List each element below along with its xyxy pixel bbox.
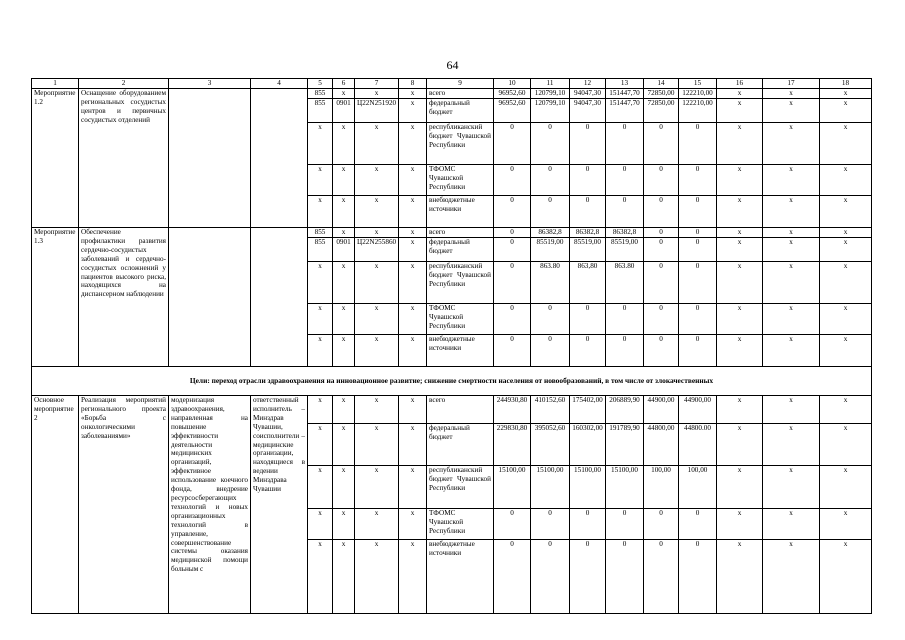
amount-cell: x bbox=[717, 123, 763, 165]
budget-code: x bbox=[333, 466, 355, 509]
budget-code: x bbox=[355, 335, 399, 367]
funding-source: внебюджетные источники bbox=[427, 335, 494, 367]
amount-cell: x bbox=[763, 466, 820, 509]
amount-cell: x bbox=[820, 424, 872, 466]
amount-cell: 0 bbox=[644, 238, 679, 262]
amount-cell: 410152,60 bbox=[531, 396, 570, 424]
amount-cell: x bbox=[717, 304, 763, 335]
amount-cell: x bbox=[820, 335, 872, 367]
amount-cell: 0 bbox=[644, 304, 679, 335]
amount-cell: 44800.00 bbox=[679, 424, 717, 466]
amount-cell: x bbox=[763, 262, 820, 304]
amount-cell: x bbox=[717, 165, 763, 196]
amount-cell: 0 bbox=[644, 196, 679, 228]
budget-code: x bbox=[399, 304, 427, 335]
budget-code: x bbox=[399, 99, 427, 123]
amount-cell: x bbox=[763, 396, 820, 424]
amount-cell: x bbox=[763, 540, 820, 614]
amount-cell: 0 bbox=[679, 304, 717, 335]
budget-code: x bbox=[333, 196, 355, 228]
amount-cell: 863.80 bbox=[606, 262, 644, 304]
budget-code: 855 bbox=[308, 228, 333, 238]
goal-text: Цели: переход отрасли здравоохранения на инновационное развитие; снижение смертности населения от новообразований, в том числе от злокачественных bbox=[32, 367, 872, 396]
column-number: 17 bbox=[763, 79, 820, 89]
budget-code: x bbox=[355, 424, 399, 466]
column-number: 18 bbox=[820, 79, 872, 89]
budget-code: x bbox=[308, 396, 333, 424]
budget-code: x bbox=[308, 335, 333, 367]
amount-cell: x bbox=[717, 262, 763, 304]
amount-cell: 0 bbox=[494, 304, 531, 335]
budget-code: x bbox=[355, 89, 399, 99]
amount-cell: x bbox=[717, 509, 763, 540]
budget-code: x bbox=[308, 123, 333, 165]
budget-code: x bbox=[333, 228, 355, 238]
amount-cell: 0 bbox=[570, 304, 606, 335]
table-row bbox=[32, 89, 872, 99]
amount-cell: 0 bbox=[644, 123, 679, 165]
amount-cell: 0 bbox=[494, 123, 531, 165]
amount-cell: x bbox=[717, 196, 763, 228]
amount-cell: 0 bbox=[679, 335, 717, 367]
funding-source: федеральный бюджет bbox=[427, 238, 494, 262]
amount-cell: x bbox=[820, 89, 872, 99]
amount-cell: x bbox=[763, 335, 820, 367]
amount-cell: 863.80 bbox=[531, 262, 570, 304]
budget-code: Ц22N255860 bbox=[355, 238, 399, 262]
amount-cell: 0 bbox=[644, 335, 679, 367]
amount-cell: 0 bbox=[531, 123, 570, 165]
column-number: 16 bbox=[717, 79, 763, 89]
funding-source: республиканский бюджет Чувашской Республики bbox=[427, 262, 494, 304]
amount-cell: 0 bbox=[494, 165, 531, 196]
amount-cell: x bbox=[763, 238, 820, 262]
budget-code: x bbox=[333, 509, 355, 540]
amount-cell: 122210,00 bbox=[679, 89, 717, 99]
amount-cell: 44900,00 bbox=[679, 396, 717, 424]
column-number: 8 bbox=[399, 79, 427, 89]
column-number: 7 bbox=[355, 79, 399, 89]
budget-code: x bbox=[399, 238, 427, 262]
amount-cell: 0 bbox=[606, 304, 644, 335]
budget-code: x bbox=[333, 123, 355, 165]
amount-cell: x bbox=[763, 89, 820, 99]
amount-cell: x bbox=[717, 540, 763, 614]
column-number: 1 bbox=[32, 79, 79, 89]
page-number: 64 bbox=[446, 58, 459, 72]
amount-cell: x bbox=[763, 304, 820, 335]
amount-cell: 0 bbox=[644, 262, 679, 304]
amount-cell: x bbox=[820, 540, 872, 614]
budget-code: x bbox=[308, 196, 333, 228]
amount-cell: 0 bbox=[494, 509, 531, 540]
budget-code: 0901 bbox=[333, 238, 355, 262]
budget-code: x bbox=[308, 466, 333, 509]
budget-code: x bbox=[355, 123, 399, 165]
activity-description bbox=[169, 89, 251, 228]
column-number: 9 bbox=[427, 79, 494, 89]
budget-code: x bbox=[355, 396, 399, 424]
budget-code: x bbox=[399, 335, 427, 367]
column-number: 3 bbox=[169, 79, 251, 89]
amount-cell: x bbox=[717, 89, 763, 99]
amount-cell: 94047,30 bbox=[570, 89, 606, 99]
amount-cell: 0 bbox=[531, 335, 570, 367]
table-row bbox=[32, 228, 872, 238]
amount-cell: 0 bbox=[494, 262, 531, 304]
activity-code: Мероприятие 1.2 bbox=[32, 89, 79, 228]
budget-code: x bbox=[355, 262, 399, 304]
amount-cell: 863,80 bbox=[570, 262, 606, 304]
amount-cell: 120799,10 bbox=[531, 99, 570, 123]
funding-source: федеральный бюджет bbox=[427, 424, 494, 466]
budget-code: x bbox=[399, 196, 427, 228]
activity-executor bbox=[251, 89, 308, 228]
amount-cell: x bbox=[820, 304, 872, 335]
column-number: 14 bbox=[644, 79, 679, 89]
amount-cell: 0 bbox=[606, 540, 644, 614]
amount-cell: 85519,00 bbox=[606, 238, 644, 262]
amount-cell: 96952,60 bbox=[494, 89, 531, 99]
amount-cell: 15100,00 bbox=[494, 466, 531, 509]
amount-cell: 0 bbox=[531, 509, 570, 540]
amount-cell: x bbox=[763, 123, 820, 165]
activity-code: Основное мероприятие 2 bbox=[32, 396, 79, 614]
amount-cell: x bbox=[820, 262, 872, 304]
amount-cell: 72850,00 bbox=[644, 99, 679, 123]
amount-cell: 15100,00 bbox=[606, 466, 644, 509]
amount-cell: 0 bbox=[494, 540, 531, 614]
amount-cell: 15100,00 bbox=[570, 466, 606, 509]
budget-code: Ц22N251920 bbox=[355, 99, 399, 123]
budget-code: x bbox=[355, 165, 399, 196]
funding-source: ТФОМС Чувашской Республики bbox=[427, 304, 494, 335]
amount-cell: 100,00 bbox=[679, 466, 717, 509]
budget-code: x bbox=[399, 89, 427, 99]
amount-cell: 44800,00 bbox=[644, 424, 679, 466]
amount-cell: 244930,80 bbox=[494, 396, 531, 424]
amount-cell: 0 bbox=[531, 196, 570, 228]
amount-cell: 94047,30 bbox=[570, 99, 606, 123]
amount-cell: 0 bbox=[570, 509, 606, 540]
budget-code: x bbox=[399, 424, 427, 466]
funding-source: ТФОМС Чувашской Республики bbox=[427, 509, 494, 540]
amount-cell: x bbox=[763, 99, 820, 123]
amount-cell: 0 bbox=[679, 123, 717, 165]
budget-code: x bbox=[399, 509, 427, 540]
amount-cell: 0 bbox=[570, 196, 606, 228]
amount-cell: 0 bbox=[679, 540, 717, 614]
budget-code: x bbox=[355, 304, 399, 335]
budget-code: x bbox=[333, 165, 355, 196]
budget-code: x bbox=[355, 466, 399, 509]
amount-cell: 151447,70 bbox=[606, 99, 644, 123]
amount-cell: x bbox=[820, 196, 872, 228]
column-number: 13 bbox=[606, 79, 644, 89]
budget-code: 855 bbox=[308, 89, 333, 99]
amount-cell: 0 bbox=[570, 540, 606, 614]
amount-cell: 44900,00 bbox=[644, 396, 679, 424]
amount-cell: 0 bbox=[606, 509, 644, 540]
column-number: 4 bbox=[251, 79, 308, 89]
amount-cell: 206889,90 bbox=[606, 396, 644, 424]
funding-source: федеральный бюджет bbox=[427, 99, 494, 123]
amount-cell: x bbox=[717, 466, 763, 509]
amount-cell: 0 bbox=[531, 304, 570, 335]
column-number: 10 bbox=[494, 79, 531, 89]
amount-cell: x bbox=[717, 228, 763, 238]
amount-cell: 0 bbox=[570, 335, 606, 367]
activity-name: Обеспечение профилактики развития сердечно-сосудистых заболеваний и сердечно-сосудистых осложнений у пациентов высокого риска, находящихся на диспансерном наблюдении bbox=[79, 228, 169, 367]
budget-code: x bbox=[333, 424, 355, 466]
budget-code: x bbox=[308, 304, 333, 335]
budget-code: x bbox=[333, 304, 355, 335]
budget-code: x bbox=[333, 540, 355, 614]
amount-cell: x bbox=[820, 509, 872, 540]
amount-cell: 0 bbox=[679, 165, 717, 196]
amount-cell: 86382,8 bbox=[570, 228, 606, 238]
amount-cell: x bbox=[820, 165, 872, 196]
amount-cell: 96952,60 bbox=[494, 99, 531, 123]
budget-code: 855 bbox=[308, 99, 333, 123]
amount-cell: 0 bbox=[494, 238, 531, 262]
activity-description: модернизация здравоохранения, направленная на повышение эффективности деятельности медицинских организаций, эффективное использование коечного фонда, внедрение ресурсосберегающих технологий и новых организационных технологий в управление, совершенствование системы оказания медицинской помощи больным с bbox=[169, 396, 251, 614]
budget-code: x bbox=[399, 540, 427, 614]
amount-cell: 0 bbox=[679, 196, 717, 228]
amount-cell: 85519,00 bbox=[531, 238, 570, 262]
goal-row bbox=[32, 367, 872, 396]
amount-cell: 0 bbox=[494, 196, 531, 228]
amount-cell: x bbox=[820, 99, 872, 123]
budget-code: x bbox=[399, 228, 427, 238]
amount-cell: 0 bbox=[531, 165, 570, 196]
amount-cell: 0 bbox=[494, 228, 531, 238]
funding-source: внебюджетные источники bbox=[427, 196, 494, 228]
column-number: 6 bbox=[333, 79, 355, 89]
column-number: 12 bbox=[570, 79, 606, 89]
budget-code: x bbox=[333, 335, 355, 367]
amount-cell: 0 bbox=[606, 196, 644, 228]
funding-source: всего bbox=[427, 89, 494, 99]
budget-code: x bbox=[399, 396, 427, 424]
budget-code: x bbox=[355, 540, 399, 614]
funding-source: внебюджетные источники bbox=[427, 540, 494, 614]
column-number: 11 bbox=[531, 79, 570, 89]
amount-cell: x bbox=[763, 196, 820, 228]
budget-code: x bbox=[355, 196, 399, 228]
amount-cell: x bbox=[820, 238, 872, 262]
amount-cell: 85519,00 bbox=[570, 238, 606, 262]
amount-cell: 0 bbox=[679, 238, 717, 262]
amount-cell: 86382,8 bbox=[606, 228, 644, 238]
activity-description bbox=[169, 228, 251, 367]
budget-code: x bbox=[355, 228, 399, 238]
activity-name: Оснащение оборудованием региональных сосудистых центров и первичных сосудистых отделений bbox=[79, 89, 169, 228]
budget-code: x bbox=[308, 509, 333, 540]
funding-source: всего bbox=[427, 228, 494, 238]
amount-cell: 191789,90 bbox=[606, 424, 644, 466]
amount-cell: x bbox=[820, 466, 872, 509]
amount-cell: x bbox=[820, 228, 872, 238]
amount-cell: 15100,00 bbox=[531, 466, 570, 509]
amount-cell: 229830,80 bbox=[494, 424, 531, 466]
funding-source: ТФОМС Чувашской Республики bbox=[427, 165, 494, 196]
budget-code: x bbox=[355, 509, 399, 540]
funding-source: республиканский бюджет Чувашской Республики bbox=[427, 466, 494, 509]
amount-cell: 160302,00 bbox=[570, 424, 606, 466]
budget-code: x bbox=[308, 262, 333, 304]
amount-cell: 0 bbox=[606, 165, 644, 196]
amount-cell: 0 bbox=[644, 509, 679, 540]
amount-cell: x bbox=[717, 424, 763, 466]
amount-cell: 0 bbox=[679, 262, 717, 304]
amount-cell: 72850,00 bbox=[644, 89, 679, 99]
budget-code: x bbox=[399, 262, 427, 304]
budget-code: x bbox=[399, 165, 427, 196]
header-row bbox=[32, 79, 872, 89]
amount-cell: 395052,60 bbox=[531, 424, 570, 466]
budget-code: x bbox=[333, 262, 355, 304]
budget-code: 855 bbox=[308, 238, 333, 262]
activity-name: Реализация мероприятий регионального проекта «Борьба с онкологическими заболеваниями» bbox=[79, 396, 169, 614]
amount-cell: x bbox=[763, 165, 820, 196]
budget-code: x bbox=[308, 165, 333, 196]
amount-cell: 0 bbox=[570, 165, 606, 196]
budget-code: 0901 bbox=[333, 99, 355, 123]
amount-cell: x bbox=[820, 123, 872, 165]
amount-cell: x bbox=[717, 396, 763, 424]
amount-cell: 0 bbox=[679, 228, 717, 238]
budget-code: x bbox=[308, 540, 333, 614]
amount-cell: x bbox=[820, 396, 872, 424]
funding-source: всего bbox=[427, 396, 494, 424]
amount-cell: 0 bbox=[644, 228, 679, 238]
amount-cell: x bbox=[717, 335, 763, 367]
amount-cell: 0 bbox=[606, 335, 644, 367]
amount-cell: x bbox=[717, 99, 763, 123]
amount-cell: 0 bbox=[644, 540, 679, 614]
column-number: 5 bbox=[308, 79, 333, 89]
amount-cell: 0 bbox=[606, 123, 644, 165]
amount-cell: 120799,10 bbox=[531, 89, 570, 99]
program-table bbox=[31, 78, 872, 614]
activity-code: Мероприятие 1.3 bbox=[32, 228, 79, 367]
amount-cell: x bbox=[763, 228, 820, 238]
amount-cell: 0 bbox=[494, 335, 531, 367]
amount-cell: x bbox=[763, 509, 820, 540]
funding-source: республиканский бюджет Чувашской Республики bbox=[427, 123, 494, 165]
budget-code: x bbox=[399, 123, 427, 165]
activity-executor: ответственный исполнитель – Минздрав Чувашии, соисполнители – медицинские организации, находящиеся в ведении Минздрава Чувашии bbox=[251, 396, 308, 614]
budget-code: x bbox=[333, 89, 355, 99]
amount-cell: x bbox=[717, 238, 763, 262]
amount-cell: 122210,00 bbox=[679, 99, 717, 123]
amount-cell: 100,00 bbox=[644, 466, 679, 509]
budget-code: x bbox=[399, 466, 427, 509]
amount-cell: 86382,8 bbox=[531, 228, 570, 238]
table-row bbox=[32, 396, 872, 424]
amount-cell: 175402,00 bbox=[570, 396, 606, 424]
column-number: 2 bbox=[79, 79, 169, 89]
amount-cell: 0 bbox=[644, 165, 679, 196]
amount-cell: 0 bbox=[570, 123, 606, 165]
budget-code: x bbox=[333, 396, 355, 424]
column-number: 15 bbox=[679, 79, 717, 89]
budget-code: x bbox=[308, 424, 333, 466]
amount-cell: 151447,70 bbox=[606, 89, 644, 99]
amount-cell: 0 bbox=[679, 509, 717, 540]
activity-executor bbox=[251, 228, 308, 367]
amount-cell: 0 bbox=[531, 540, 570, 614]
amount-cell: x bbox=[763, 424, 820, 466]
